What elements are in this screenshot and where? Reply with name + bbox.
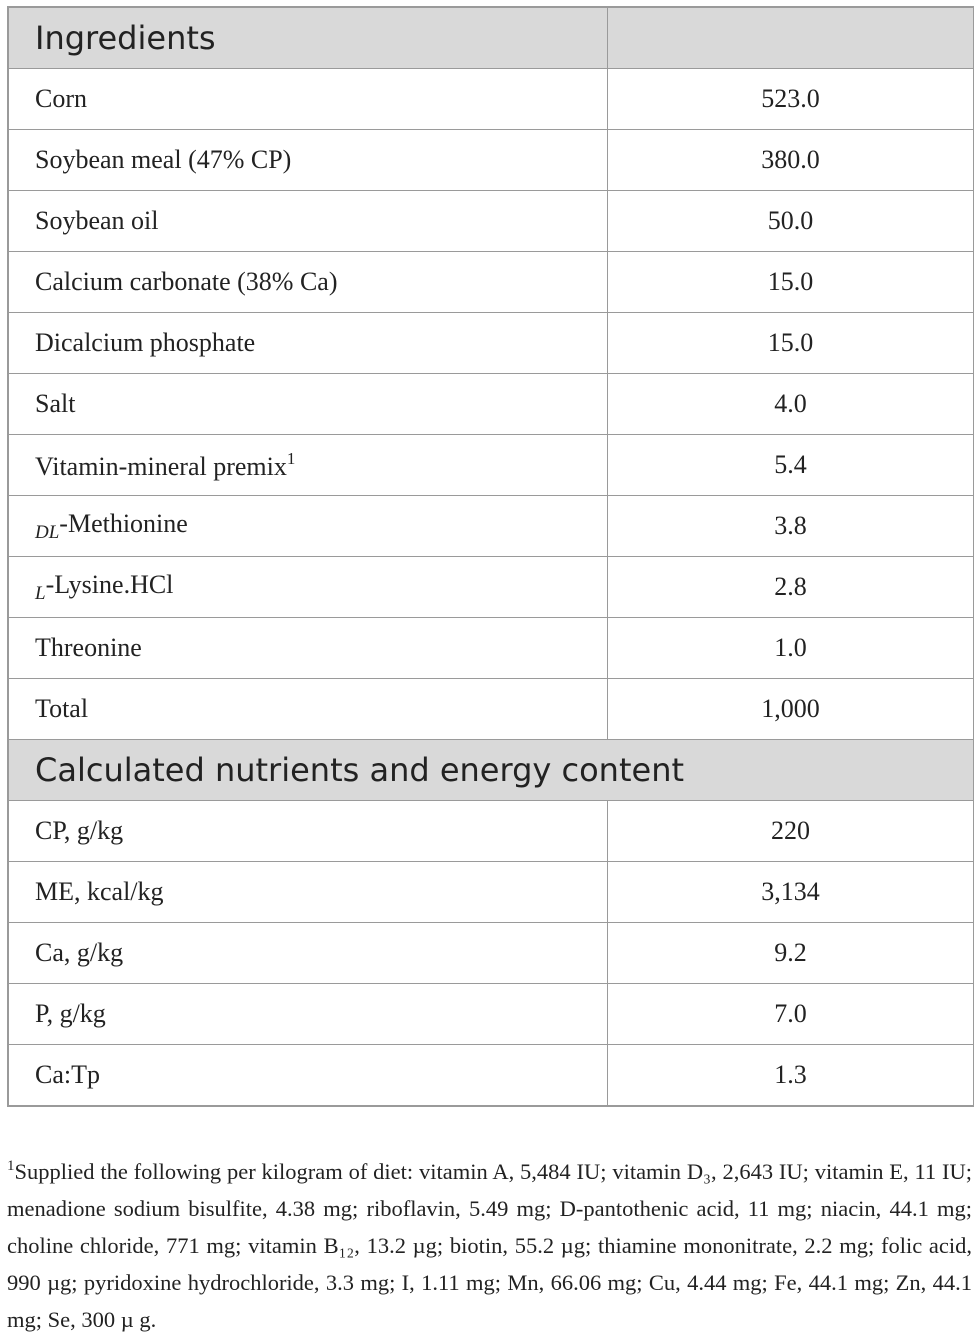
row-label-cell	[9, 435, 608, 496]
row-value: 7.0	[608, 984, 974, 1045]
row-label: Total	[9, 679, 608, 740]
table-row	[9, 69, 974, 130]
table-row	[9, 618, 974, 679]
row-label: -Lysine.HCl	[45, 569, 174, 599]
section-header-blank	[608, 8, 974, 69]
section-header-nutrients	[9, 740, 974, 801]
table-row	[9, 374, 974, 435]
row-value: 50.0	[608, 191, 974, 252]
row-label: Vitamin-mineral premix	[35, 451, 287, 481]
row-label-cell	[9, 557, 608, 618]
row-label: Soybean oil	[9, 191, 608, 252]
row-label: Ca:Tp	[9, 1045, 608, 1106]
row-label: CP, g/kg	[9, 801, 608, 862]
section-title: Calculated nutrients and energy content	[9, 740, 974, 801]
isomer-prefix: L	[35, 582, 46, 604]
row-value: 5.4	[608, 435, 974, 496]
row-value: 220	[608, 801, 974, 862]
row-label: Ca, g/kg	[9, 923, 608, 984]
row-label: ME, kcal/kg	[9, 862, 608, 923]
isomer-prefix: DL	[35, 521, 60, 543]
row-value: 3.8	[608, 496, 974, 557]
table-row	[9, 252, 974, 313]
row-label: Soybean meal (47% CP)	[9, 130, 608, 191]
row-value: 15.0	[608, 313, 974, 374]
table-row	[9, 984, 974, 1045]
row-value: 1.0	[608, 618, 974, 679]
table-row	[9, 313, 974, 374]
row-value: 523.0	[608, 69, 974, 130]
row-value: 4.0	[608, 374, 974, 435]
row-value: 3,134	[608, 862, 974, 923]
row-label: Calcium carbonate (38% Ca)	[9, 252, 608, 313]
section-header-ingredients	[9, 8, 974, 69]
section-title: Ingredients	[9, 8, 608, 69]
table-row	[9, 496, 974, 557]
row-value: 2.8	[608, 557, 974, 618]
diet-composition-table-container	[7, 6, 974, 1107]
row-value: 380.0	[608, 130, 974, 191]
row-label: P, g/kg	[9, 984, 608, 1045]
row-value: 15.0	[608, 252, 974, 313]
row-value: 1,000	[608, 679, 974, 740]
diet-composition-table	[8, 7, 974, 1106]
row-label-cell	[9, 496, 608, 557]
table-row	[9, 923, 974, 984]
footnote-text: Supplied the following per kilogram of diet: vitamin A, 5,484 IU; vitamin D₃, 2,643 IU; vitamin E, 11 IU; menadione sodium bisulfite, 4.38 mg; riboflavin, 5.49 mg; D-pantothenic acid, 11 mg; niacin, 44.1 mg; choline chloride, 771 mg; vitamin B₁₂, 13.2 µg; biotin, 55.2 µg; thiamine mononitrate, 2.2 mg; folic acid, 990 µg; pyridoxine hydrochloride, 3.3 mg; I, 1.11 mg; Mn, 66.06 mg; Cu, 4.44 mg; Fe, 44.1 mg; Zn, 44.1 mg; Se, 300 µ g.	[7, 1159, 972, 1332]
table-row	[9, 191, 974, 252]
table-row-total	[9, 679, 974, 740]
footnote-marker: 1	[286, 448, 296, 468]
footnote-marker: 1	[7, 1158, 15, 1174]
table-row	[9, 557, 974, 618]
row-label: Threonine	[9, 618, 608, 679]
table-row	[9, 435, 974, 496]
row-label: Dicalcium phosphate	[9, 313, 608, 374]
row-label: -Methionine	[59, 508, 188, 538]
table-footnote	[7, 1148, 972, 1338]
row-label: Salt	[9, 374, 608, 435]
row-value: 9.2	[608, 923, 974, 984]
table-row	[9, 130, 974, 191]
table-row	[9, 801, 974, 862]
row-value: 1.3	[608, 1045, 974, 1106]
row-label: Corn	[9, 69, 608, 130]
table-row	[9, 1045, 974, 1106]
table-row	[9, 862, 974, 923]
